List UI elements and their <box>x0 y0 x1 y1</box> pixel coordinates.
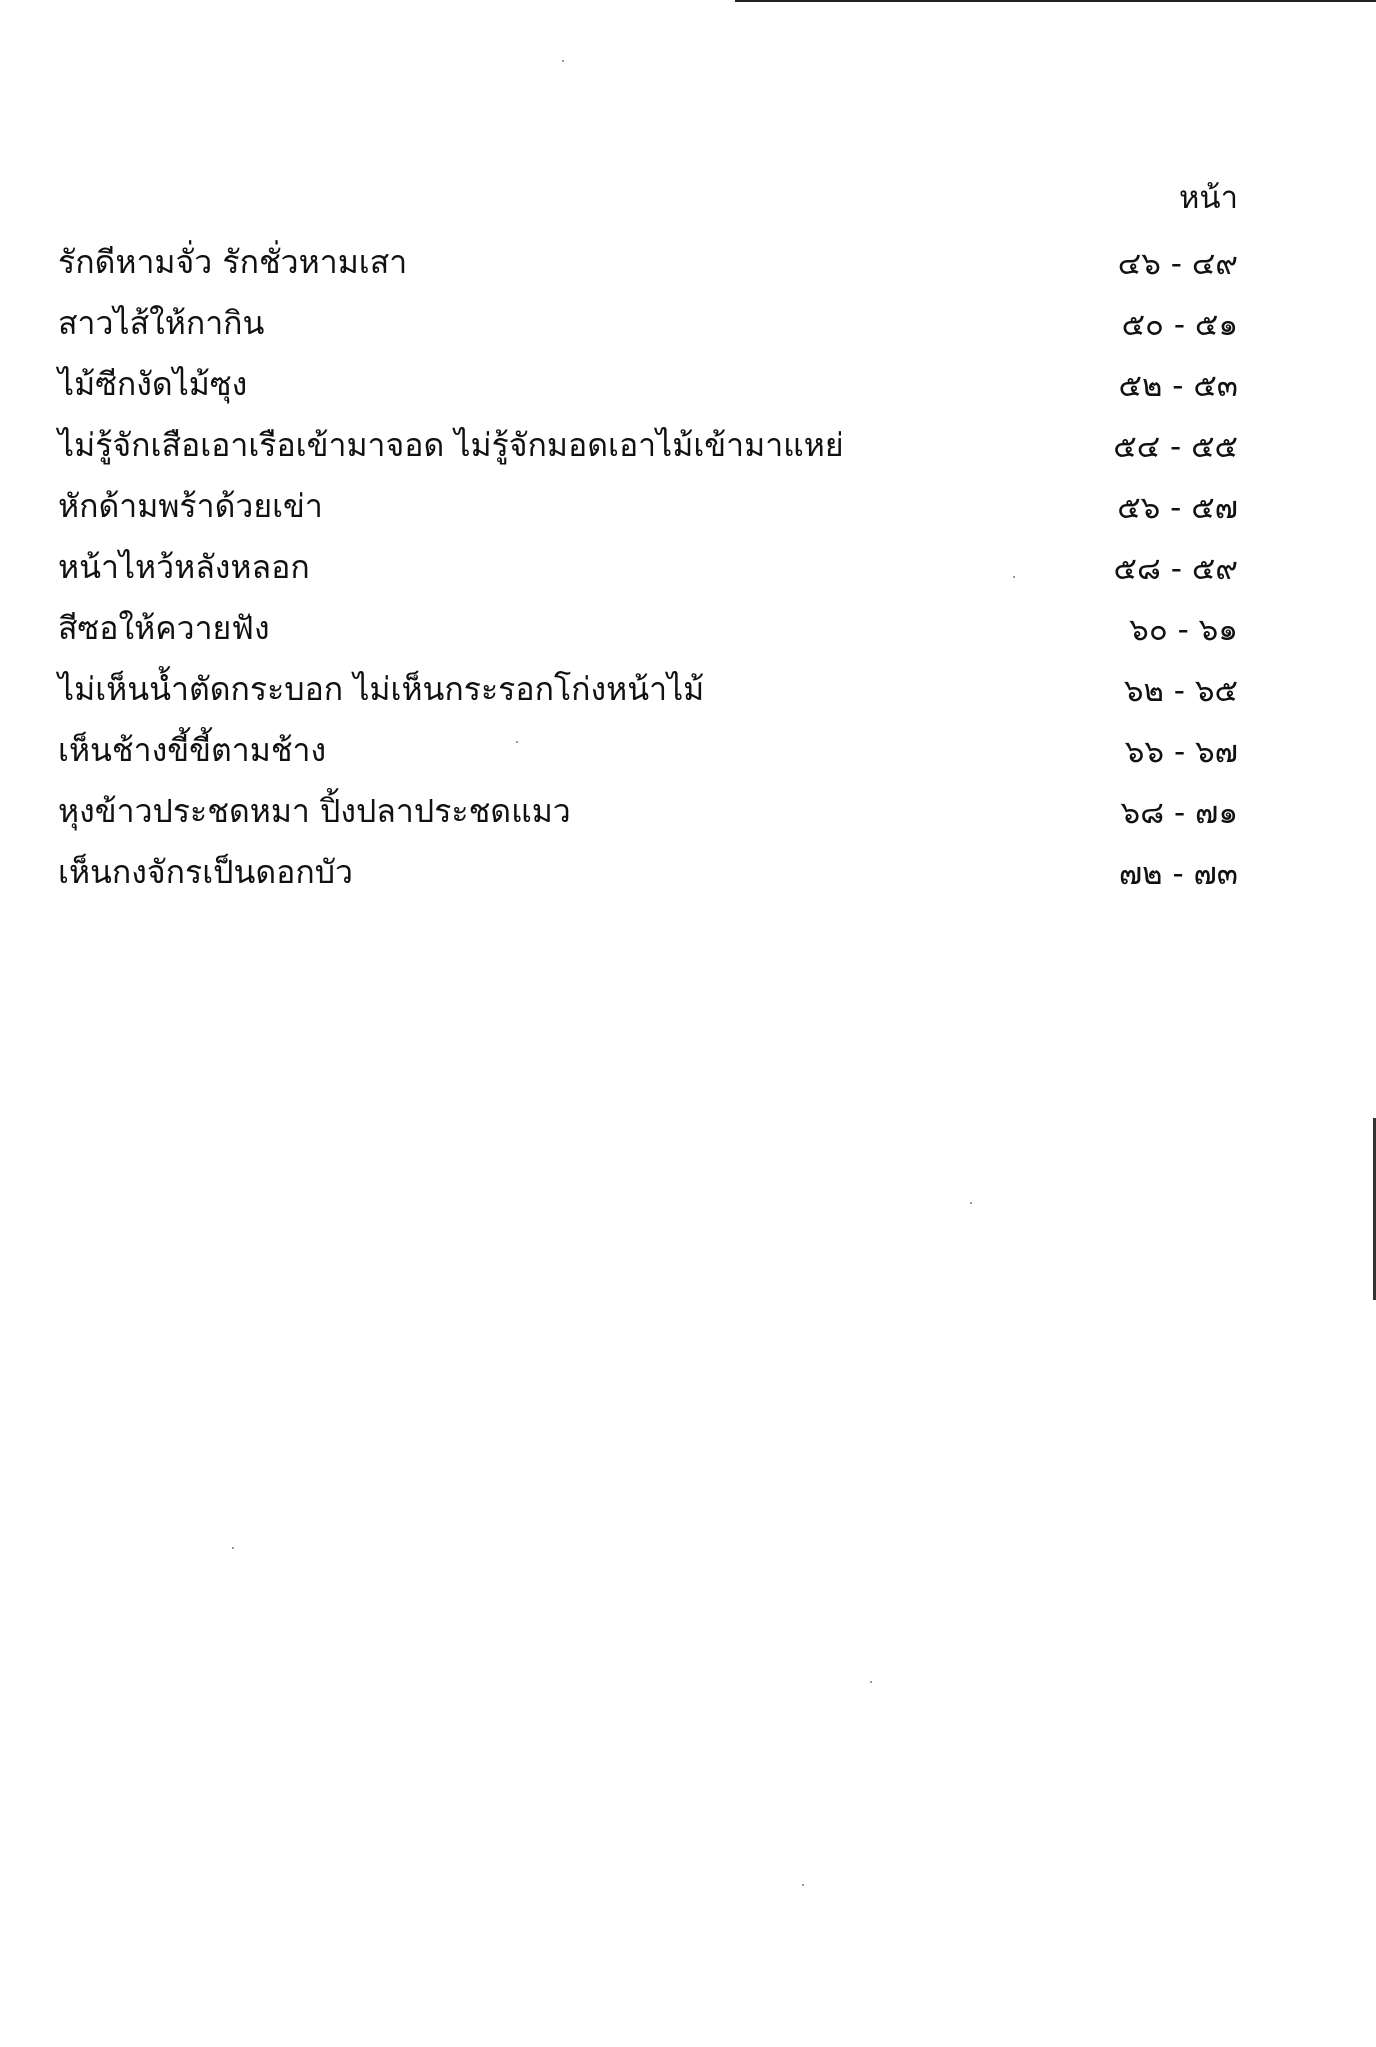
toc-entry-pages: ๕๖ - ๕๗ <box>1117 489 1238 526</box>
toc-entry <box>58 720 1238 781</box>
toc-entry-pages: ๖๖ - ๖๗ <box>1124 733 1238 770</box>
toc-entry <box>58 415 1238 476</box>
toc-entry-pages: ๔๖ - ๔๙ <box>1117 245 1238 282</box>
toc-entry-pages: ๕๘ - ๕๙ <box>1113 550 1238 587</box>
toc-entry-pages: ๗๒ - ๗๓ <box>1118 855 1238 892</box>
toc-entry <box>58 293 1238 354</box>
toc-entry-title: ไม่เห็นน้ำตัดกระบอก ไม่เห็นกระรอกโก่งหน้าไม้ <box>58 670 705 708</box>
toc-entry-pages: ๕๔ - ๕๕ <box>1113 428 1238 465</box>
toc-entry <box>58 598 1238 659</box>
toc-entry-title: รักดีหามจั่ว รักชั่วหามเสา <box>58 243 408 281</box>
toc-entry-pages: ๕๒ - ๕๓ <box>1118 367 1238 404</box>
toc-entry-pages: ๖๐ - ๖๑ <box>1129 611 1238 648</box>
scan-speck <box>802 1884 804 1886</box>
toc-entry-title: สาวไส้ให้กากิน <box>58 304 265 342</box>
scan-speck <box>870 1681 872 1683</box>
toc-entry <box>58 537 1238 598</box>
toc-entry-title: เห็นช้างขี้ขี้ตามช้าง <box>58 731 327 769</box>
toc-entry-title: หักด้ามพร้าด้วยเข่า <box>58 487 323 525</box>
toc-entry <box>58 354 1238 415</box>
toc-entry-title: หุงข้าวประชดหมา ปิ้งปลาประชดแมว <box>58 792 571 830</box>
table-of-contents <box>58 0 1238 900</box>
toc-entry <box>58 476 1238 537</box>
toc-list <box>58 232 1238 903</box>
toc-entry-pages: ๖๒ - ๖๕ <box>1123 672 1238 709</box>
toc-entry-title: ไม้ซีกงัดไม้ซุง <box>58 365 248 403</box>
toc-entry <box>58 842 1238 903</box>
toc-entry <box>58 232 1238 293</box>
toc-entry-title: เห็นกงจักรเป็นดอกบัว <box>58 853 353 891</box>
page-column-header: หน้า <box>1178 180 1238 216</box>
scan-speck <box>970 1202 972 1204</box>
scan-speck <box>232 1547 234 1549</box>
toc-entry-pages: ๖๘ - ๗๑ <box>1120 794 1238 831</box>
toc-entry <box>58 659 1238 720</box>
toc-entry-pages: ๕๐ - ๕๑ <box>1121 306 1238 343</box>
toc-entry-title: ไม่รู้จักเสือเอาเรือเข้ามาจอด ไม่รู้จักมอดเอาไม้เข้ามาแหย่ <box>58 426 844 464</box>
toc-entry <box>58 781 1238 842</box>
toc-entry-title: หน้าไหว้หลังหลอก <box>58 548 310 586</box>
toc-entry-title: สีซอให้ควายฟัง <box>58 609 270 647</box>
